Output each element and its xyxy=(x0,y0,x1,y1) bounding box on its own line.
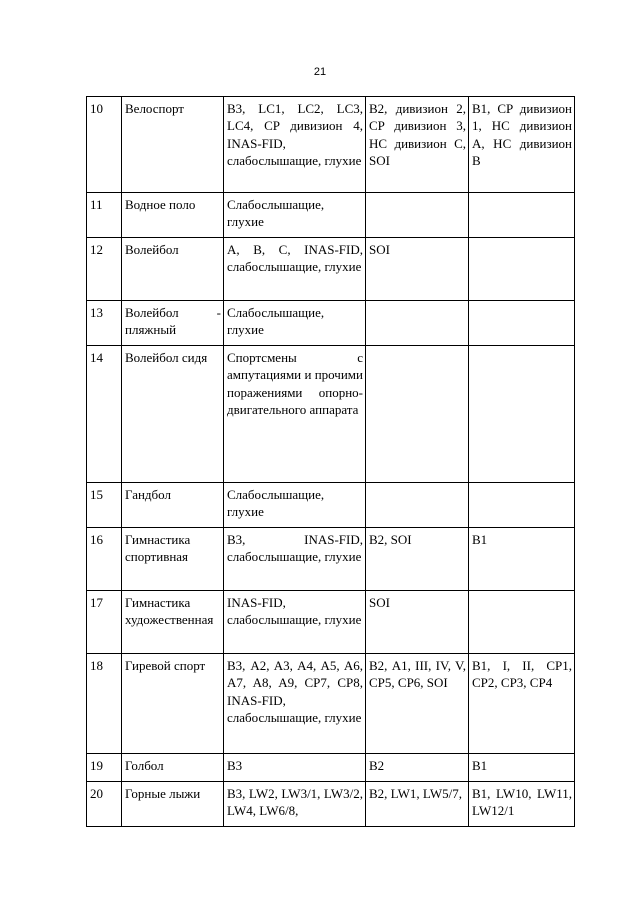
sport-name: Гимнастика спортивная xyxy=(122,527,224,590)
classes-cell xyxy=(469,193,575,238)
classes-cell xyxy=(469,345,575,482)
sport-name: Водное поло xyxy=(122,193,224,238)
sport-name: Волейбол сидя xyxy=(122,345,224,482)
classes-cell: Спортсмены с ампутациями и прочими поражениями опорно-двигательного аппарата xyxy=(224,345,366,482)
table-row xyxy=(87,237,575,300)
sport-name: Голбол xyxy=(122,753,224,781)
classes-cell: В1 xyxy=(469,753,575,781)
table-row xyxy=(87,653,575,753)
table-row xyxy=(87,753,575,781)
classes-cell: A, B, C, INAS-FID, слабослышащие, глухие xyxy=(224,237,366,300)
table-row xyxy=(87,527,575,590)
sport-name: Волейбол - пляжный xyxy=(122,300,224,345)
classes-cell: В2, дивизион 2, CP дивизион 3, HC дивизион C, SOI xyxy=(366,97,469,193)
row-number: 14 xyxy=(87,345,122,482)
classes-cell xyxy=(469,237,575,300)
row-number: 13 xyxy=(87,300,122,345)
row-number: 10 xyxy=(87,97,122,193)
row-number: 16 xyxy=(87,527,122,590)
row-number: 20 xyxy=(87,781,122,826)
classes-cell xyxy=(366,482,469,527)
classes-cell: В3, A2, A3, A4, A5, A6, A7, A8, A9, CP7, CP8, INAS-FID, слабослышащие, глухие xyxy=(224,653,366,753)
classes-cell: Слабослышащие, глухие xyxy=(224,193,366,238)
page-number: 21 xyxy=(313,66,327,78)
row-number: 11 xyxy=(87,193,122,238)
sport-name: Волейбол xyxy=(122,237,224,300)
classes-cell xyxy=(366,345,469,482)
classes-cell: SOI xyxy=(366,590,469,653)
classes-cell: В3, LC1, LC2, LC3, LC4, CP дивизион 4, INAS-FID, слабослышащие, глухие xyxy=(224,97,366,193)
classes-cell: В2, A1, III, IV, V, CP5, CP6, SOI xyxy=(366,653,469,753)
sports-classification-table xyxy=(86,96,575,827)
row-number: 15 xyxy=(87,482,122,527)
table-row xyxy=(87,482,575,527)
table-row xyxy=(87,193,575,238)
row-number: 12 xyxy=(87,237,122,300)
table-row xyxy=(87,345,575,482)
classes-cell: В2, SOI xyxy=(366,527,469,590)
classes-cell: Слабослышащие, глухие xyxy=(224,482,366,527)
table-row xyxy=(87,300,575,345)
row-number: 17 xyxy=(87,590,122,653)
table-row xyxy=(87,97,575,193)
classes-cell: В3, LW2, LW3/1, LW3/2, LW4, LW6/8, xyxy=(224,781,366,826)
classes-cell: В1 xyxy=(469,527,575,590)
classes-cell: В1, CP дивизион 1, HC дивизион A, HC дивизион B xyxy=(469,97,575,193)
classes-cell: В1, I, II, CP1, CP2, CP3, CP4 xyxy=(469,653,575,753)
classes-cell: SOI xyxy=(366,237,469,300)
classes-cell xyxy=(469,300,575,345)
table-row xyxy=(87,590,575,653)
table-row xyxy=(87,781,575,826)
classes-cell: В3, INAS-FID, слабослышащие, глухие xyxy=(224,527,366,590)
sport-name: Гандбол xyxy=(122,482,224,527)
sport-name: Гиревой спорт xyxy=(122,653,224,753)
classes-cell: В2, LW1, LW5/7, xyxy=(366,781,469,826)
classes-cell xyxy=(366,193,469,238)
sport-name: Горные лыжи xyxy=(122,781,224,826)
row-number: 19 xyxy=(87,753,122,781)
classes-cell: В3 xyxy=(224,753,366,781)
classes-cell xyxy=(366,300,469,345)
classes-cell: INAS-FID, слабослышащие, глухие xyxy=(224,590,366,653)
classes-cell: Слабослышащие, глухие xyxy=(224,300,366,345)
classes-cell xyxy=(469,482,575,527)
classes-cell: В2 xyxy=(366,753,469,781)
sport-name: Велоспорт xyxy=(122,97,224,193)
classes-cell: В1, LW10, LW11, LW12/1 xyxy=(469,781,575,826)
classes-cell xyxy=(469,590,575,653)
row-number: 18 xyxy=(87,653,122,753)
sport-name: Гимнастика художественная xyxy=(122,590,224,653)
